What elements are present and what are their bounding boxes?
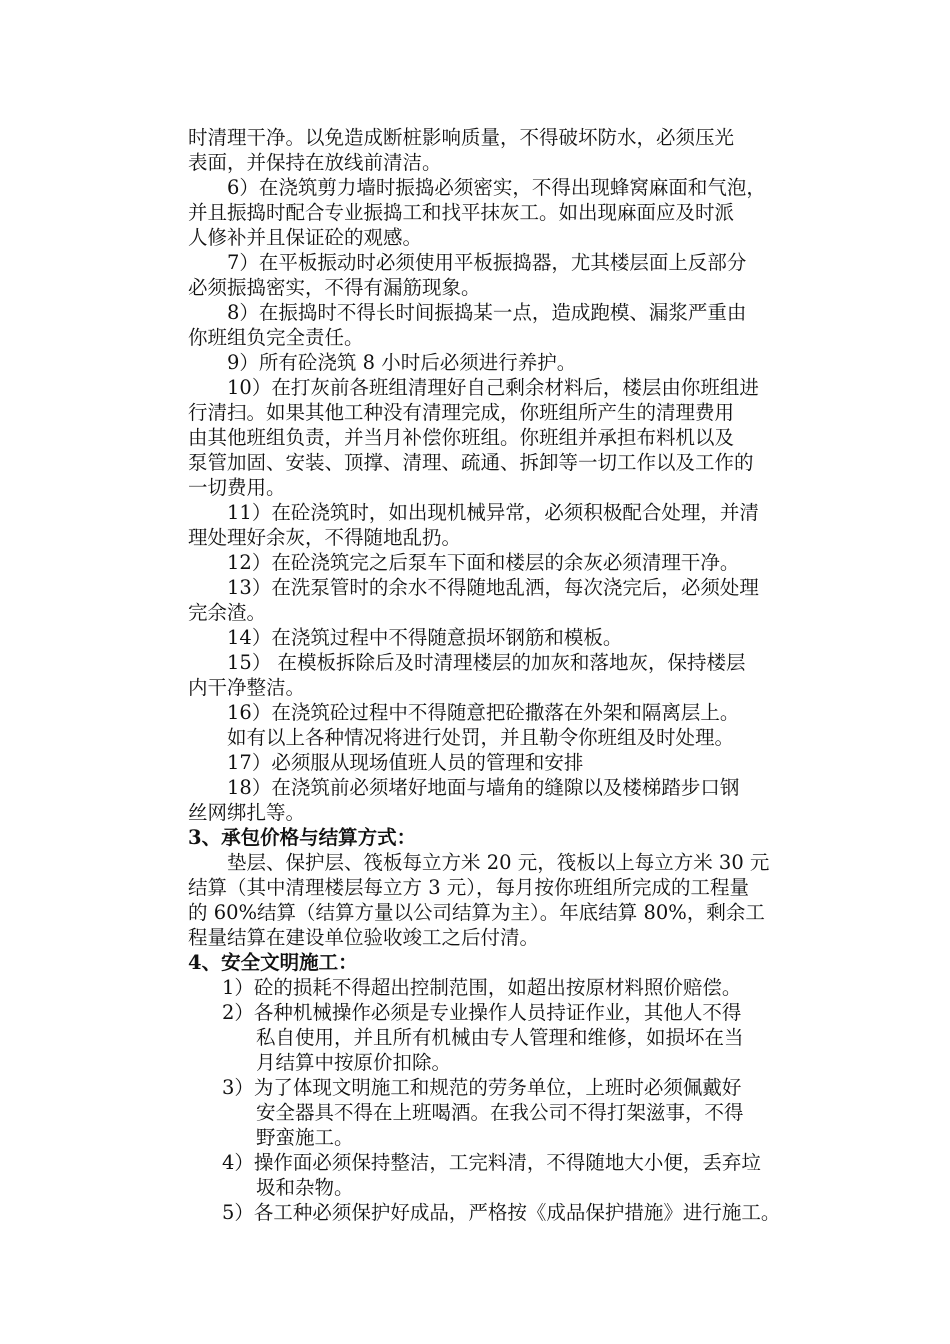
text-line: 你班组负完全责任。 <box>188 326 364 349</box>
text-line: 16）在浇筑砼过程中不得随意把砼撒落在外架和隔离层上。 <box>227 701 740 724</box>
section-heading: 3、承包价格与结算方式： <box>188 826 417 849</box>
text-line: 3）为了体现文明施工和规范的劳务单位，上班时必须佩戴好 <box>222 1076 742 1099</box>
text-line: 1）砼的损耗不得超出控制范围，如超出按原材料照价赔偿。 <box>222 976 742 999</box>
text-line: 15） 在模板拆除后及时清理楼层的加灰和落地灰，保持楼层 <box>227 651 746 674</box>
text-line: 12）在砼浇筑完之后泵车下面和楼层的余灰必须清理干净。 <box>227 551 740 574</box>
text-line: 如有以上各种情况将进行处罚，并且勒令你班组及时处理。 <box>227 726 735 749</box>
text-line: 4）操作面必须保持整洁，工完料清，不得随地大小便，丢弃垃 <box>222 1151 761 1174</box>
text-line: 必须振捣密实，不得有漏筋现象。 <box>188 276 481 299</box>
text-line: 人修补并且保证砼的观感。 <box>188 226 423 249</box>
text-line: 一切费用。 <box>188 476 286 499</box>
text-line: 14）在浇筑过程中不得随意损坏钢筋和模板。 <box>227 626 623 649</box>
text-line: 7）在平板振动时必须使用平板振捣器，尤其楼层面上反部分 <box>227 251 747 274</box>
text-line: 6）在浇筑剪力墙时振捣必须密实，不得出现蜂窝麻面和气泡， <box>227 176 766 199</box>
text-line: 私自使用，并且所有机械由专人管理和维修，如损坏在当 <box>256 1026 744 1049</box>
text-line: 行清扫。如果其他工种没有清理完成，你班组所产生的清理费用 <box>188 401 735 424</box>
text-line: 完余渣。 <box>188 601 267 624</box>
text-line: 17）必须服从现场值班人员的管理和安排 <box>227 751 584 774</box>
section-heading: 4、安全文明施工： <box>188 951 358 974</box>
text-line: 5）各工种必须保护好成品，严格按《成品保护措施》进行施工。 <box>222 1201 781 1224</box>
text-line: 月结算中按原价扣除。 <box>256 1051 452 1074</box>
text-line: 理处理好余灰，不得随地乱扔。 <box>188 526 462 549</box>
text-line: 2）各种机械操作必须是专业操作人员持证作业，其他人不得 <box>222 1001 742 1024</box>
text-line: 丝网绑扎等。 <box>188 801 306 824</box>
text-line: 时清理干净。以免造成断桩影响质量，不得破坏防水，必须压光 <box>188 126 735 149</box>
text-line: 野蛮施工。 <box>256 1126 354 1149</box>
text-line: 并且振捣时配合专业振捣工和找平抹灰工。如出现麻面应及时派 <box>188 201 735 224</box>
text-line: 10）在打灰前各班组清理好自己剩余材料后，楼层由你班组进 <box>227 376 759 399</box>
text-line: 泵管加固、安装、顶撑、清理、疏通、拆卸等一切工作以及工作的 <box>188 451 754 474</box>
text-line: 13）在洗泵管时的余水不得随地乱洒，每次浇完后，必须处理 <box>227 576 759 599</box>
text-line: 结算（其中清理楼层每立方 3 元），每月按你班组所完成的工程量 <box>188 876 750 899</box>
text-line: 18）在浇筑前必须堵好地面与墙角的缝隙以及楼梯踏步口钢 <box>227 776 740 799</box>
text-line: 圾和杂物。 <box>256 1176 354 1199</box>
text-line: 的 60%结算（结算方量以公司结算为主）。年底结算 80%，剩余工 <box>188 901 765 924</box>
text-line: 9）所有砼浇筑 8 小时后必须进行养护。 <box>227 351 577 374</box>
text-line: 由其他班组负责，并当月补偿你班组。你班组并承担布料机以及 <box>188 426 735 449</box>
text-line: 安全器具不得在上班喝酒。在我公司不得打架滋事，不得 <box>256 1101 744 1124</box>
text-line: 程量结算在建设单位验收竣工之后付清。 <box>188 926 540 949</box>
text-line: 11）在砼浇筑时，如出现机械异常，必须积极配合处理，并清 <box>227 501 759 524</box>
text-line: 8）在振捣时不得长时间振捣某一点，造成跑模、漏浆严重由 <box>227 301 747 324</box>
text-line: 内干净整洁。 <box>188 676 306 699</box>
text-line: 垫层、保护层、筏板每立方米 20 元，筏板以上每立方米 30 元 <box>227 851 770 874</box>
text-line: 表面，并保持在放线前清洁。 <box>188 151 442 174</box>
